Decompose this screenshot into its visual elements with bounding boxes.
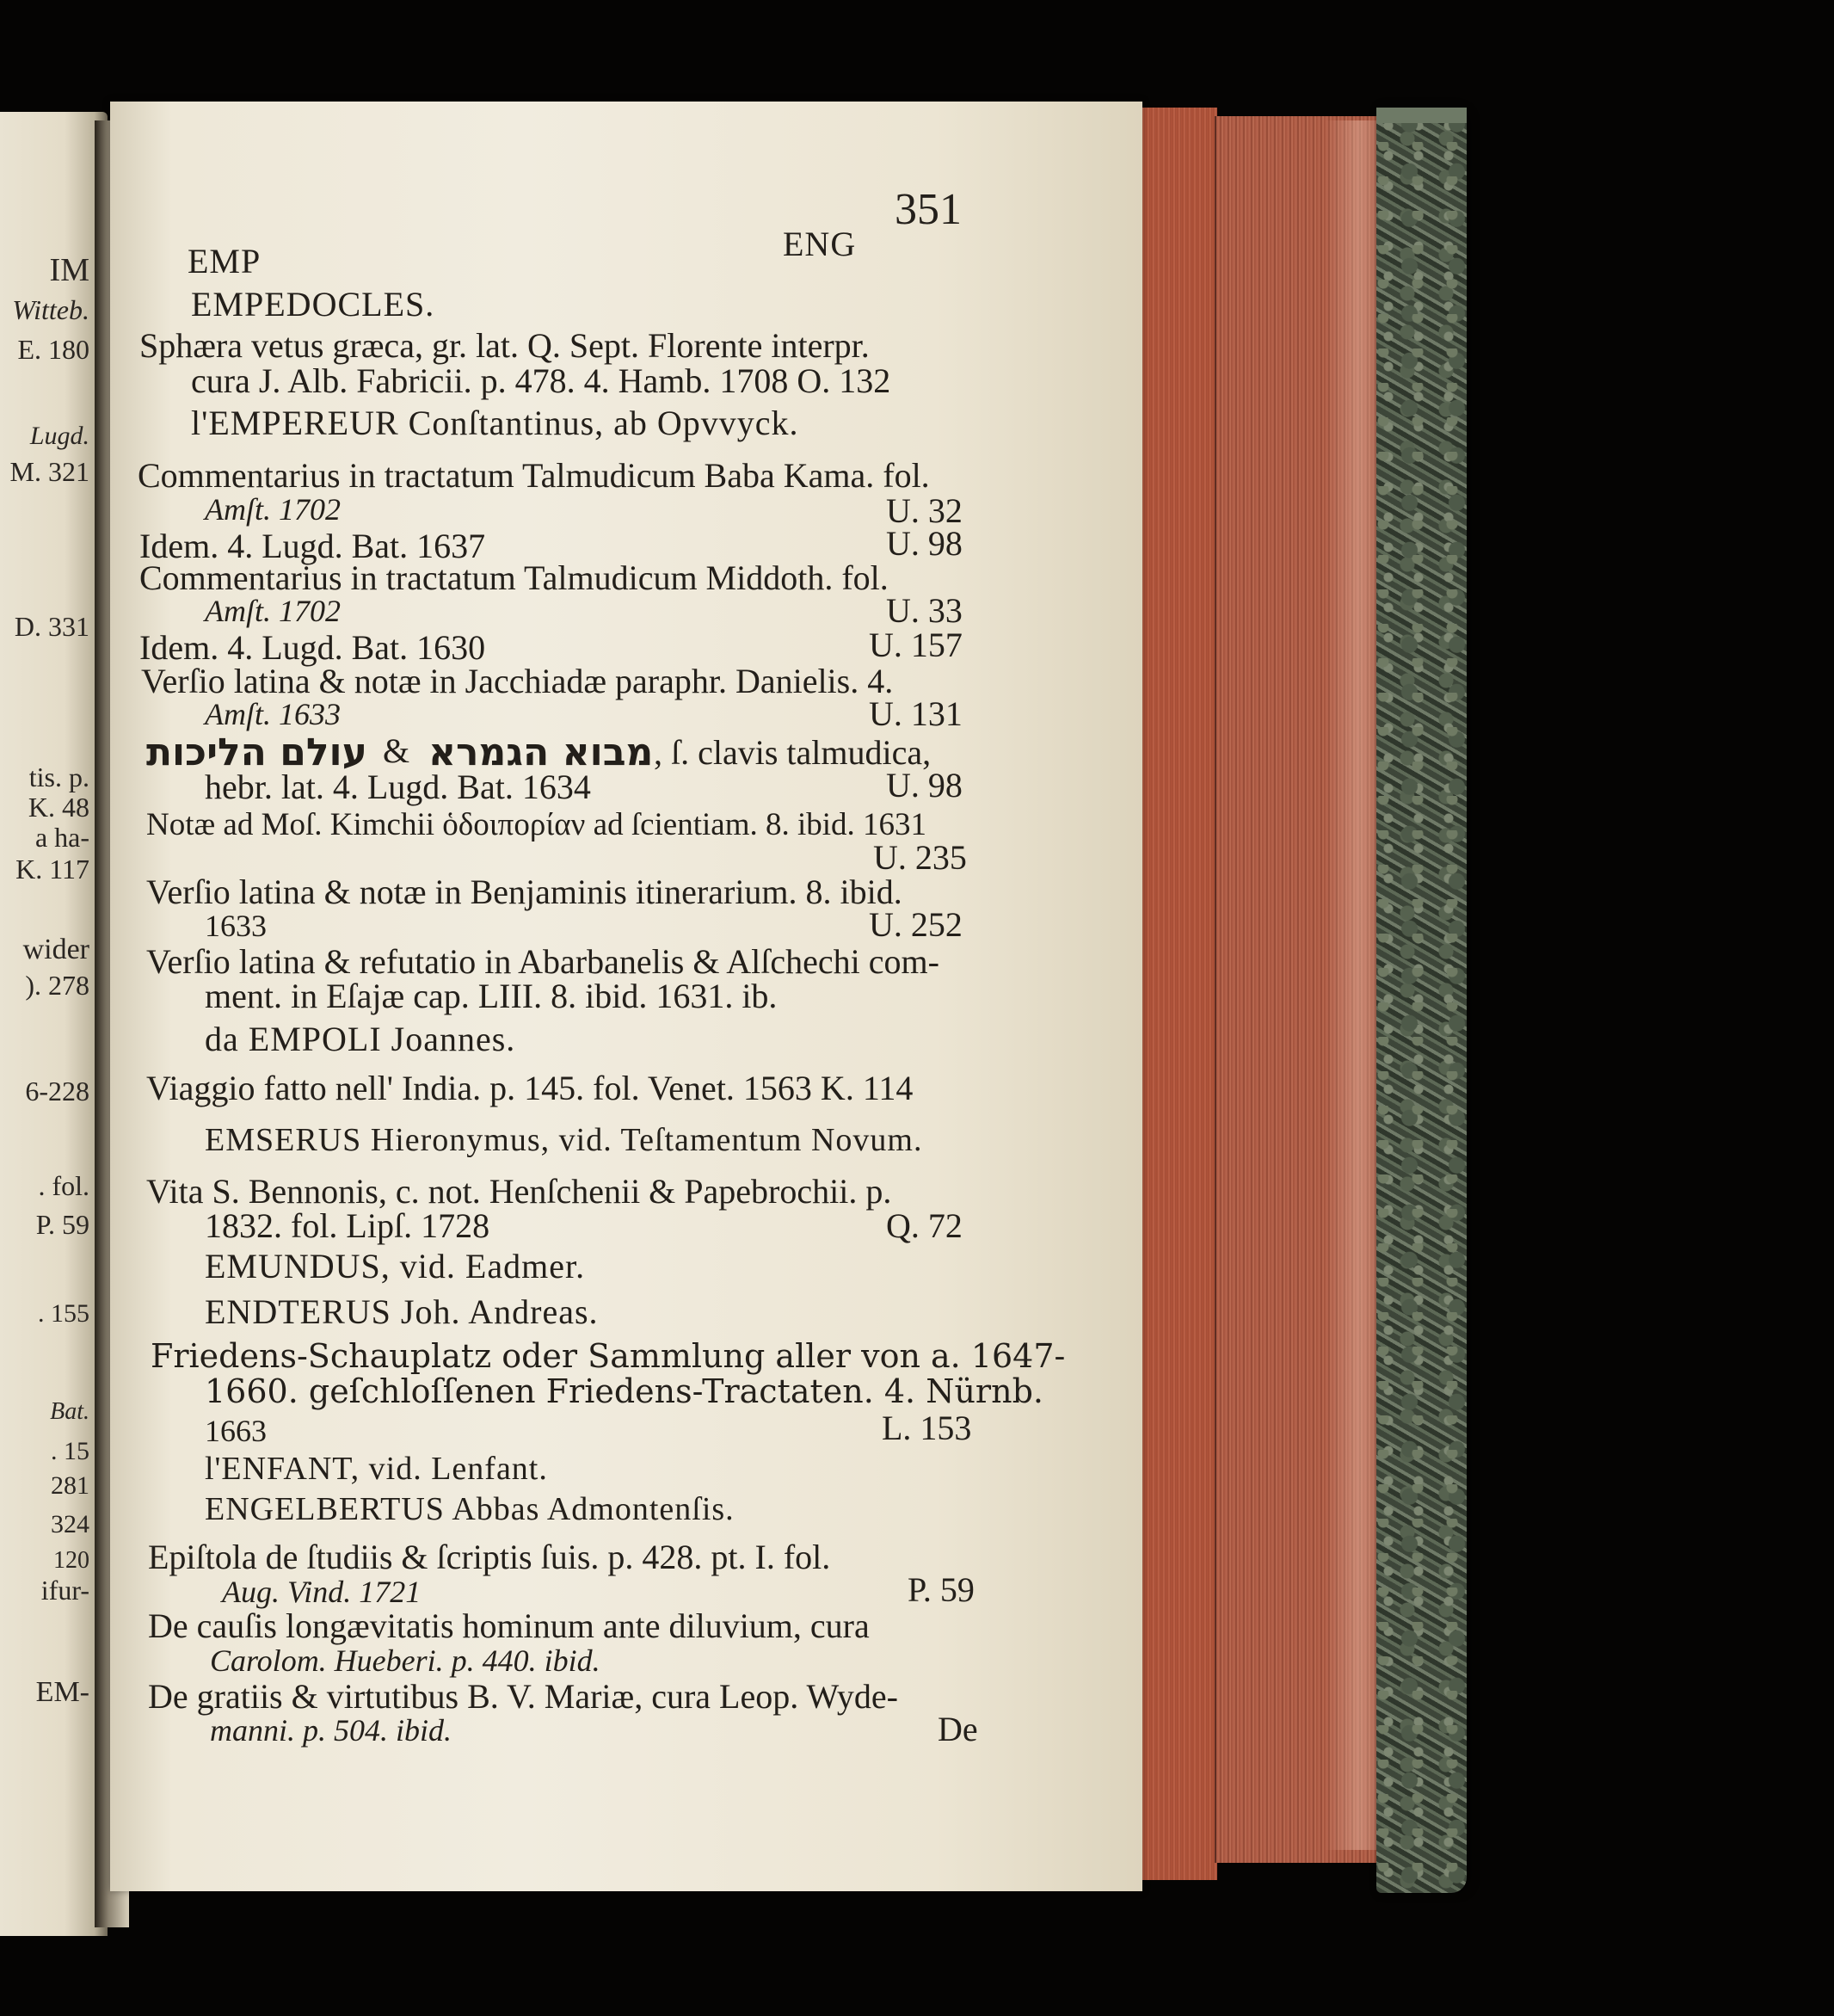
cover-top-edge — [1376, 108, 1467, 123]
left-fragment: Bat. — [50, 1398, 89, 1425]
left-fragment: K. 117 — [15, 854, 89, 885]
page-number: 351 — [895, 185, 962, 234]
left-fragment: E. 180 — [17, 334, 89, 365]
entry-line: Verſio latina & refutatio in Abarbanelis & Alſchechi com- — [146, 942, 939, 981]
ampersand: & — [383, 731, 410, 770]
entry-line: 1832. fol. Lipſ. 1728 — [205, 1206, 490, 1245]
marbled-cover — [1376, 108, 1467, 1893]
shelf-mark: U. 235 — [873, 838, 967, 877]
shelf-mark: L. 153 — [882, 1409, 972, 1447]
entry-line: Amſt. 1702 — [205, 492, 341, 527]
left-fragment: wider — [22, 934, 89, 965]
entry-line: Epiſtola de ſtudiis & ſcriptis ſuis. p. 428. pt. I. fol. — [148, 1538, 831, 1576]
left-fragment: Lugd. — [29, 422, 89, 450]
entry-line: Verſio latina & notæ in Benjaminis itinerarium. 8. ibid. — [146, 872, 902, 911]
entry-heading: EMSERUS Hieronymus, vid. Teſtamentum Novum. — [205, 1122, 923, 1158]
entry-line: 1633 — [205, 909, 267, 943]
entry-heading: l'EMPEREUR Conſtantinus, ab Opvvyck. — [191, 404, 799, 442]
left-fragment: P. 59 — [35, 1209, 89, 1240]
shelf-mark: U. 98 — [886, 766, 963, 805]
left-fragment: . 155 — [38, 1299, 89, 1328]
shelf-mark: U. 32 — [886, 491, 963, 530]
entry-heading: l'ENFANT, vid. Lenfant. — [205, 1451, 548, 1487]
entry-line: hebr. lat. 4. Lugd. Bat. 1634 — [205, 768, 591, 806]
left-fragment: tis. p. — [28, 761, 89, 792]
shelf-mark: U. 98 — [886, 524, 963, 563]
left-fragment: D. 331 — [14, 611, 89, 642]
entry-line: 1660. geſchloſſenen Friedens-Tractaten. 4. Nürnb. — [205, 1372, 1043, 1410]
shelf-mark: U. 252 — [869, 905, 963, 944]
entry-heading: EMPEDOCLES. — [191, 285, 435, 324]
left-fragment: IM — [49, 252, 89, 288]
left-fragment: 324 — [51, 1510, 89, 1538]
entry-line: De gratiis & virtutibus B. V. Mariæ, cura Leop. Wyde- — [148, 1677, 898, 1716]
entry-line: , ſ. clavis talmudica, — [654, 733, 932, 772]
hebrew-title: עולם הליכות — [146, 731, 367, 774]
left-fragment: 6-228 — [25, 1076, 89, 1107]
entry-heading: ENDTERUS Joh. Andreas. — [205, 1292, 599, 1331]
entry-line: 1663 — [205, 1414, 267, 1448]
entry-line: De cauſis longævitatis hominum ante diluvium, cura — [148, 1606, 870, 1645]
entry-line: ment. in Eſajæ cap. LIII. 8. ibid. 1631. ib. — [205, 977, 778, 1015]
left-page-text — [0, 112, 102, 1936]
catchword: De — [938, 1710, 978, 1748]
shelf-mark: U. 33 — [886, 591, 963, 630]
left-fragment: ). 278 — [25, 970, 89, 1001]
shelf-mark: U. 157 — [869, 626, 963, 664]
entry-line: Amſt. 1702 — [205, 594, 341, 628]
entry-line: Notæ ad Moſ. Kimchii ὁδοιπορίαν ad ſcientiam. 8. ibid. 1631 — [146, 807, 927, 842]
left-fragment: a ha- — [34, 822, 89, 853]
left-fragment: . 15 — [51, 1437, 89, 1465]
entry-heading: ENGELBERTUS Abbas Admontenſis. — [205, 1491, 735, 1527]
left-fragment: . fol. — [38, 1170, 89, 1201]
entry-line: Sphæra vetus græca, gr. lat. Q. Sept. Florente interpr. — [139, 326, 870, 365]
entry-line: Carolom. Hueberi. p. 440. ibid. — [210, 1643, 600, 1678]
left-fragment: ifur- — [40, 1575, 89, 1606]
entry-line: Commentarius in tractatum Talmudicum Middoth. fol. — [139, 558, 889, 597]
left-fragment: EM- — [35, 1676, 89, 1708]
left-fragment: 120 — [53, 1547, 89, 1574]
shelf-mark: U. 131 — [869, 694, 963, 733]
entry-line: Friedens-Schauplatz oder Sammlung aller von a. 1647- — [151, 1337, 1066, 1375]
entry-line: Amſt. 1633 — [205, 697, 341, 731]
entry-line: Vita S. Bennonis, c. not. Henſchenii & Papebrochii. p. — [146, 1172, 892, 1211]
running-head-right: ENG — [783, 225, 857, 263]
running-head-left: EMP — [188, 242, 262, 281]
page-edges — [1140, 108, 1217, 1880]
entry-line: Commentarius in tractatum Talmudicum Baba Kama. fol. — [138, 456, 930, 495]
left-fragment: M. 321 — [9, 456, 89, 487]
entry-heading: da EMPOLI Joannes. — [205, 1020, 516, 1058]
left-fragment: 281 — [51, 1471, 89, 1500]
entry-line: Verſio latina & notæ in Jacchiadæ paraphr. Danielis. 4. — [141, 662, 894, 700]
entry-line: Idem. 4. Lugd. Bat. 1637 — [139, 527, 486, 565]
entry-heading: EMUNDUS, vid. Eadmer. — [205, 1247, 586, 1285]
hebrew-title: מבוא הגמרא — [428, 731, 654, 774]
shelf-mark: P. 59 — [908, 1570, 975, 1609]
entry-line: Idem. 4. Lugd. Bat. 1630 — [139, 628, 486, 667]
left-facing-page — [0, 112, 108, 1936]
left-fragment: Witteb. — [12, 294, 89, 325]
left-fragment: K. 48 — [28, 792, 89, 823]
entry-line: manni. p. 504. ibid. — [210, 1713, 452, 1748]
entry-line: Viaggio fatto nell' India. p. 145. fol. Venet. 1563 K. 114 — [146, 1069, 914, 1107]
shelf-mark: Q. 72 — [886, 1206, 963, 1245]
entry-line: Aug. Vind. 1721 — [222, 1575, 422, 1609]
entry-line: cura J. Alb. Fabricii. p. 478. 4. Hamb. 1708 O. 132 — [191, 361, 891, 400]
